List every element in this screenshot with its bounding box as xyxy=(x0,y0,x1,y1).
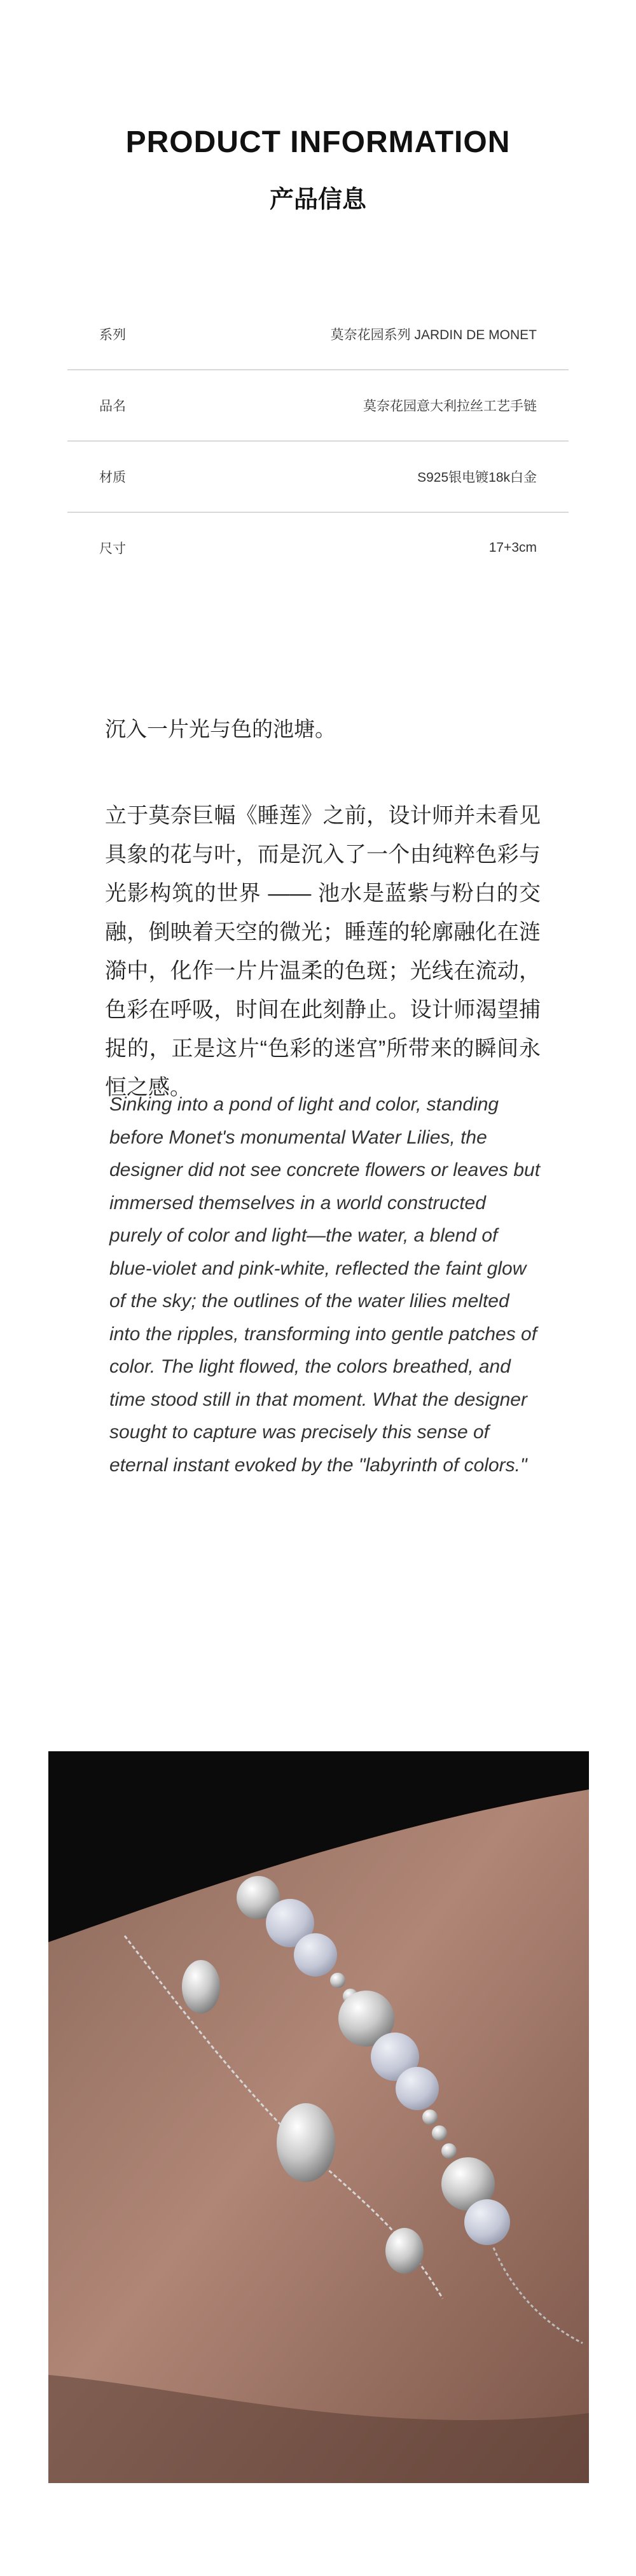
spec-table xyxy=(67,299,569,583)
spec-label: 尺寸 xyxy=(99,542,126,556)
page-title-en: PRODUCT INFORMATION xyxy=(125,125,511,159)
spec-value: 17+3cm xyxy=(488,540,537,555)
product-photo xyxy=(48,1751,589,2483)
spec-label: 系列 xyxy=(99,328,126,342)
silver-charm xyxy=(385,2228,424,2274)
silver-charm xyxy=(277,2103,335,2182)
spec-label: 品名 xyxy=(99,399,126,414)
story-intro: 沉入一片光与色的池塘。 xyxy=(105,717,336,741)
story-body-en: Sinking into a pond of light and color, standing before Monet's monumental Water Lilies, the designer did not see concrete flowers or leaves but immersed themselves in a world constructed purely of color and light—the water, a blend of blue-violet and pink-white, reflected the faint glow of the sky; the outlines of the water lilies melted into the ripples, transforming into gentle patches of color. The light flowed, the colors breathed, and time stood still in that moment. What the designer sought to capture was precisely this sense of eternal instant evoked by the "labyrinth of colors." xyxy=(109,1094,541,1476)
spec-label: 材质 xyxy=(99,470,126,485)
silver-charm xyxy=(182,1960,220,2013)
spec-value: S925银电镀18k白金 xyxy=(417,470,537,485)
spec-value: 莫奈花园系列 JARDIN DE MONET xyxy=(330,328,537,342)
spec-row-size xyxy=(67,513,569,583)
story-body-zh: 立于莫奈巨幅《睡莲》之前，设计师并未看见具象的花与叶，而是沉入了一个由纯粹色彩与光影构筑的世界 —— 池水是蓝紫与粉白的交融，倒映着天空的微光；睡莲的轮廓融化在涟漪中，化作一片片温柔的色斑；光线在流动，色彩在呼吸，时间在此刻静止。设计师渴望捕捉的，正是这片“色彩的迷宫”所带来的瞬间永恒之感。 xyxy=(105,804,541,1100)
spec-row-material xyxy=(67,442,569,513)
spec-row-name xyxy=(67,370,569,442)
spec-row-series xyxy=(67,299,569,370)
spec-value: 莫奈花园意大利拉丝工艺手链 xyxy=(363,399,537,414)
page-title-zh: 产品信息 xyxy=(269,186,366,213)
